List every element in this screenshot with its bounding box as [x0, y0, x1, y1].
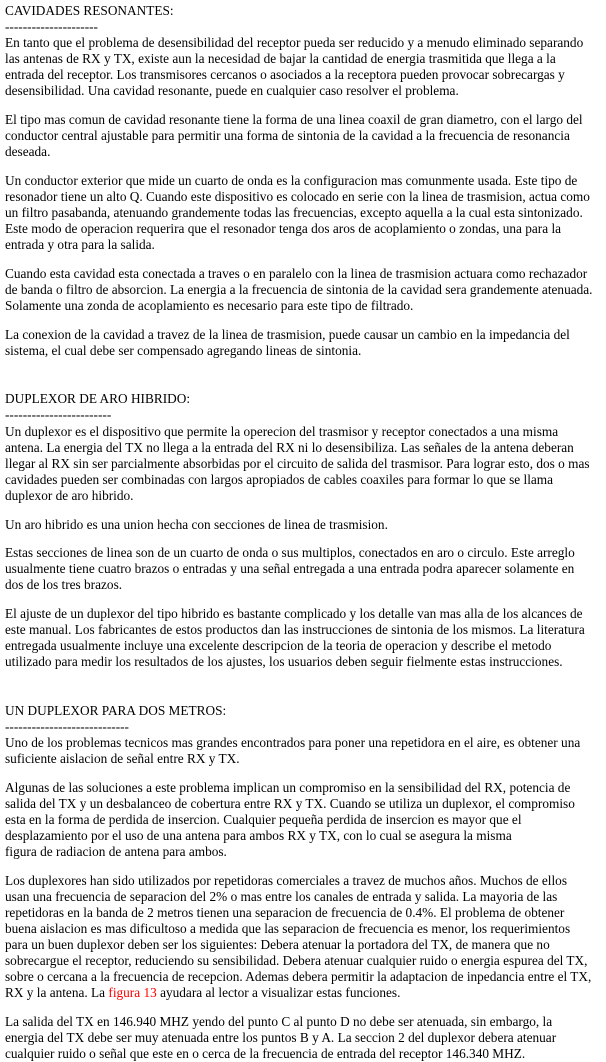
- section-header: [5, 703, 602, 735]
- section: [5, 3, 602, 359]
- section: [5, 703, 602, 1062]
- section-heading: CAVIDADES RESONANTES:: [5, 3, 174, 18]
- paragraph: Algunas de las soluciones a este problema implican un compromiso en la sensibilidad del RX, potencia de salida del TX y un desbalanceo de cobertura entre RX y TX. Cuando se utiliza un duplexor, el compromiso esta en la forma de perdida de insercion. Cualquier pequeña perdida de insercion es mayor que el desplazamiento por el uso de una antena para ambos RX y TX, con lo cual se asegura la misma figura de radiacion de antena para ambos.: [5, 779, 575, 860]
- paragraph: El ajuste de un duplexor del tipo hibrido es bastante complicado y los detalle van mas alla de los alcances de este manual. Los fabricantes de estos productos dan las instrucciones de sintonia de los mismos. La literatura entregada usualmente incluye una excelente descripcion de la teoria de operacion y describe el metodo utilizado para medir los resultados de los ajustes, los usuarios deben seguir fielmente estas instrucciones.: [5, 606, 585, 670]
- paragraph: Un aro hibrido es una union hecha con secciones de linea de trasmision.: [5, 516, 388, 532]
- heading-underline-dashes: ---------------------: [5, 19, 98, 35]
- figura-13-link[interactable]: figura 13: [108, 985, 157, 1001]
- paragraph: Un duplexor es el dispositivo que permite la operecion del trasmisor y receptor conectados a una misma antena. La energia del TX no llega a la entrada del RX ni lo desensibiliza. Las señales de la antena deberan llegar al RX sin ser parcialmente absorbidas por el circuito de salida del trasmisor. Para lograr esto, dos o mas cavidades pueden ser combinadas con largos apropiados de cables coaxiles para formar lo que se llama duplexor de aro hibrido.: [5, 423, 590, 503]
- paragraph: La salida del TX en 146.940 MHZ yendo del punto C al punto D no debe ser atenuada, sin embargo, la energia del TX debe ser muy atenuada entre los puntos B y A. La seccion 2 del duplexor debera atenuar cualquier ruido o señal que este en o cerca de la frecuencia de entrada del receptor 146.340 MHZ.: [5, 1014, 557, 1062]
- paragraph: Uno de los problemas tecnicos mas grandes encontrados para poner una repetidora en el aire, es obtener una suficiente aislacion de señal entre RX y TX.: [5, 734, 581, 766]
- section-header: [5, 391, 602, 423]
- paragraph: El tipo mas comun de cavidad resonante tiene la forma de una linea coaxil de gran diametro, con el largo del conductor central ajustable para permitir una forma de sintonia de la cavidad a la frecuencia de resonancia deseada.: [5, 112, 583, 160]
- section-heading: DUPLEXOR DE ARO HIBRIDO:: [5, 391, 191, 407]
- section-heading: UN DUPLEXOR PARA DOS METROS:: [5, 702, 227, 718]
- paragraph: Cuando esta cavidad esta conectada a traves o en paralelo con la linea de trasmision actuara como rechazador de banda o filtro de absorcion. La energia a la frecuencia de sintonia de la cavidad sera grandemente atenuada. Solamente una zonda de acoplamiento es necesario para este tipo de filtrado.: [5, 266, 593, 314]
- paragraph: En tanto que el problema de desensibilidad del receptor pueda ser reducido y a menudo eliminado separando las antenas de RX y TX, existe aun la necesidad de bajar la cantidad de energia trasmitida que llega a la entrada del receptor. Los transmisores cercanos o asociados a la receptora pueden provocar sobrecargas y desensibilidad. Una cavidad resonante, puede en cualquier caso resolver el problema.: [5, 35, 584, 99]
- section-header: [5, 3, 602, 35]
- heading-underline-dashes: ------------------------: [5, 407, 112, 423]
- paragraph: Estas secciones de linea son de un cuarto de onda o sus multiplos, conectados en aro o circulo. Este arreglo usualmente tiene cuatro brazos o entradas y una señal entregada a una entrada podra aparecer solamente en dos de los tres brazos.: [5, 545, 575, 593]
- paragraph: Los duplexores han sido utilizados por repetidoras comerciales a travez de muchos años. Muchos de ellos usan una frecuencia de separacion del 2% o mas entre los canales de entrada y salida. La mayoria de las repetidoras en la banda de 2 metros tienen una separacion de frecuencia de 0.4%. El problema de obtener buena aislacion es mas dificultoso a medida que las separacion de frecuencia es menor, los requerimientos para un buen duplexor deben ser los siguientes: Debera atenuar la portadora del TX, de manera que no sobrecargue el receptor, reduciendo su sensibilidad. Debera atenuar cualquier ruido o energia espurea del TX, sobre o cercana a la frecuencia de recepcion. Ademas debera permitir la adaptacion de inpedancia entre el TX, RX y la antena. La figura 13 ayudara al lector a visualizar estas funciones.: [5, 872, 592, 1001]
- section: [5, 391, 602, 670]
- paragraph: Un conductor exterior que mide un cuarto de onda es la configuracion mas comunmente usada. Este tipo de resonador tiene un alto Q. Cuando este dispositivo es colocado en serie con la linea de trasmision, actua como un filtro pasabanda, atenuando grandemente todas las frecuencias, excepto aquella a la cual esta sintonizado. Este modo de operacion requerira que el resonador tenga dos aros de acoplamiento o zondas, una para la entrada y otra para la salida.: [5, 173, 590, 253]
- heading-underline-dashes: ----------------------------: [5, 718, 129, 734]
- paragraph: La conexion de la cavidad a travez de la linea de trasmision, puede causar un cambio en la impedancia del sistema, el cual debe ser compensado agregando lineas de sintonia.: [5, 326, 570, 359]
